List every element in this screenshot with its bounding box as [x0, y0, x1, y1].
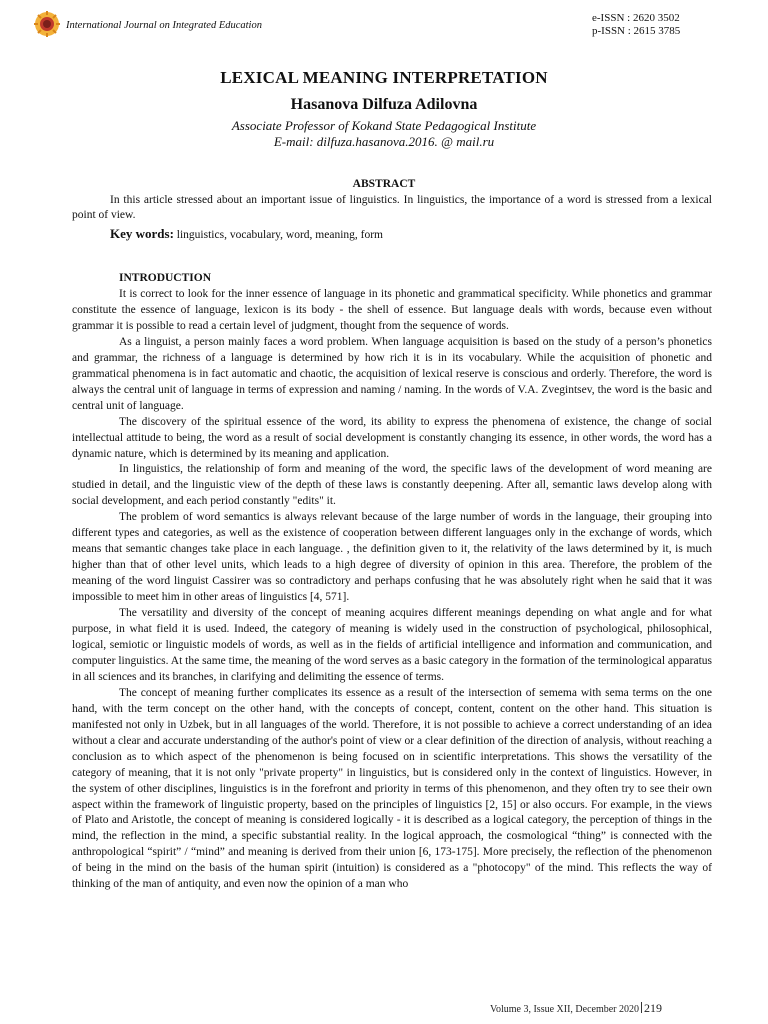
abstract-text: In this article stressed about an important issue of linguistics. In linguistics, the importance of a word is stressed from a lexical point of view.	[72, 194, 712, 221]
paragraph: As a linguist, a person mainly faces a word problem. When language acquisition is based on the study of a person’s phonetics and grammar, the richness of a language is determined by how rich it is in its vocabulary. While the acquisition of phonetic and grammatical phenomena is in fact automatic and chaotic, the acquisition of lexical reserve is conscious and orderly. Therefore, the word is always the central unit of language in terms of expression and naming / naming. In the words of V.A. Zvegintsev, the word is the basic and central unit of language.	[72, 335, 712, 412]
page-number: 219	[644, 1001, 662, 1015]
introduction-body	[72, 287, 712, 893]
author-name: Hasanova Dilfuza Adilovna	[290, 96, 478, 113]
eissn: e-ISSN : 2620 3502	[592, 12, 680, 24]
footer-separator	[641, 1002, 642, 1013]
keywords-label: Key words:	[110, 226, 174, 241]
page-header	[33, 10, 712, 50]
keywords-line	[110, 226, 383, 242]
journal-name: International Journal on Integrated Education	[66, 20, 262, 31]
paper-title: LEXICAL MEANING INTERPRETATION	[220, 68, 548, 87]
paragraph: The versatility and diversity of the concept of meaning acquires different meanings depending on what angle and for what purpose, in what field it is used. Indeed, the category of meaning is widely used in the construction of psychological, philosophical, logical, semiotic or linguistic models of words, as well as in the fields of artificial intelligence and information and communication, and computer linguistics. At the same time, the meaning of the word serves as a basic category in the formation of the terminological apparatus in all sciences and its branches, in clarifying and delimiting the essence of terms.	[72, 607, 712, 683]
paragraph: The concept of meaning further complicates its essence as a result of the intersection of semema with sema terms on the one hand, with the term concept on the other hand, with the concepts of concept, content, content on the other hand. This situation is manifested not only in Uzbek, but in all languages of the world. Therefore, it is not possible to achieve a correct understanding of an idea without a clear and accurate understanding of the author's point of view or a clear definition of the direction of analysis, without reaching a conclusion as to which aspect of the phenomenon is being focused on in scientific interpretations. This shows the versatility of the category of meaning, that it is not only "private property" in linguistics, but is considered only in the context of linguistics. However, in the system of other disciplines, linguistics is in the forefront and priority in terms of this phenomenon, and they often try to see their own aspect within the framework of linguistic property, based on the principles of linguistics [2, 15] or also occurs. For example, in the views of Plato and Aristotle, the concept of meaning is considered logically - it is described as a logical category, the perception of things in the mind, the reflection in the mind, a specific substantial reality. In the logical approach, the cosmological “thing” is connected with the anthropological “spirit” / “mind” and meaning is derived from their union [6, 173-175]. More precisely, the reflection of the phenomenon of being in the mind on the basis of the human spirit (intuition) is considered as a "photocopy" of the mind. This reflects the way of thinking of the man of antiquity, and even now the opinion of a man who	[72, 686, 712, 891]
keywords-list: linguistics, vocabulary, word, meaning, form	[176, 229, 384, 241]
pissn: p-ISSN : 2615 3785	[592, 25, 681, 37]
author-email: E-mail: dilfuza.hasanova.2016. @ mail.ru	[273, 134, 495, 149]
issn-block	[592, 12, 712, 38]
paragraph: In linguistics, the relationship of form and meaning of the word, the specific laws of the development of word meaning are studied in detail, and the linguistic view of the depth of these laws is constantly deepening. After all, semantic laws develop along with social development, and each period constantly "edits" it.	[72, 463, 712, 508]
paragraph: The problem of word semantics is always relevant because of the large number of words in the language, their grouping into different types and categories, as well as the existence of cooperation between different languages only in the exchange of words, which means that semantic changes take place in each language. , the definition given to it, the relativity of the laws determined by it, is much higher than that of other level units, which leads to a high degree of diversity of opinion in this area. Therefore, the problem of the meaning of the word linguist Cassirer was so contradictory and perhaps confusing that he was absolutely right when he said that it was impossible to meet him in other areas of linguistics [4, 571].	[72, 511, 712, 604]
journal-logo-icon	[33, 10, 61, 38]
abstract-heading: ABSTRACT	[352, 178, 416, 190]
paragraph: It is correct to look for the inner essence of language in its phonetic and grammatical specificity. While phonetics and grammar constitute the essence of language, lexicon is its body - the shell of essence. But language deals with words, because even without grammar it is possible to read a certain level of judgment, thought from the sequence of words.	[72, 288, 712, 332]
footer-volume: Volume 3, Issue XII, December 2020	[490, 1004, 639, 1015]
author-affiliation: Associate Professor of Kokand State Pedagogical Institute	[231, 118, 537, 133]
page-footer	[490, 1001, 662, 1016]
paragraph: The discovery of the spiritual essence of the word, its ability to express the phenomena of existence, the change of social intellectual attitude to being, the word as a result of social development is constantly changing its essence, in other words, the word has a dynamic nature, which is determined by its meaning and application.	[72, 415, 712, 460]
introduction-heading: INTRODUCTION	[119, 272, 212, 284]
